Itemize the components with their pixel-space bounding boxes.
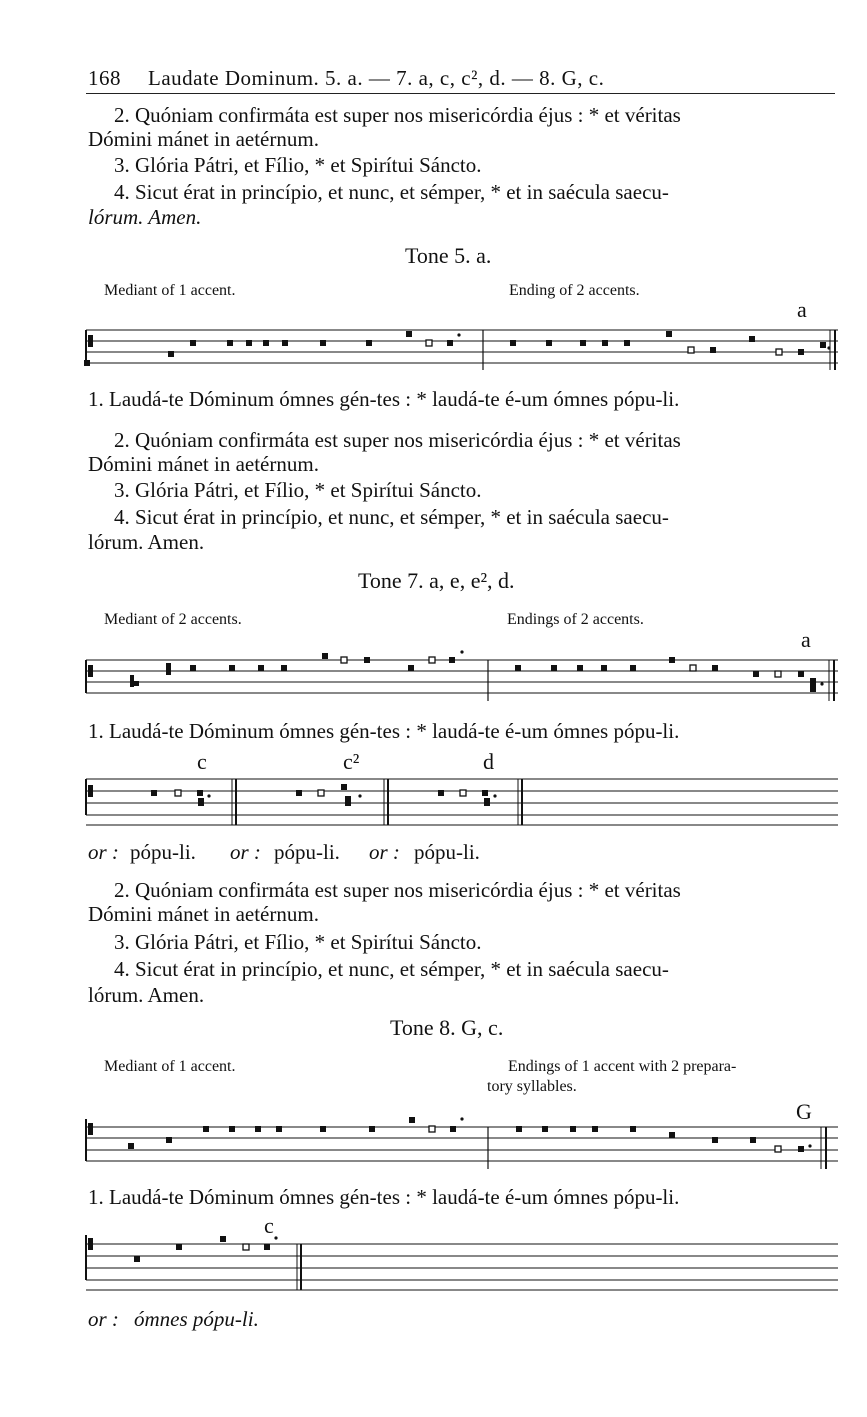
tone-8-alt-staff (86, 1241, 838, 1293)
tone-7-verse-4-line-1: 4. Sicut érat in princípio, et nunc, et sémper, * et in saécula saecu- (114, 957, 669, 981)
tone-8-alt-or: or : (88, 1307, 119, 1331)
tone-8-alt-letter: c (264, 1213, 274, 1238)
tone-7-mediant-label: Mediant of 2 accents. (104, 611, 242, 628)
tone-8-verse-1: 1. Laudá-te Dóminum ómnes gén-tes : * laudá-te é-um ómnes pópu-li. (88, 1185, 680, 1209)
tone-5-mediant-label: Mediant of 1 accent. (104, 282, 236, 299)
tone-7-ending-label: Endings of 2 accents. (507, 611, 644, 628)
tone-7-alt-text-3: pópu-li. (414, 840, 480, 864)
tone-8-alt-text: ómnes pópu-li. (134, 1307, 259, 1331)
tone-7-alt-letter-c2: c² (343, 749, 360, 774)
header-rule (86, 93, 835, 94)
verse-2-line-1: 2. Quóniam confirmáta est super nos misericórdia éjus : * et véritas (114, 103, 681, 127)
tone-8-ending-label-2: tory syllables. (487, 1078, 577, 1095)
tone-5-verse-4-line-2: lórum. Amen. (88, 530, 205, 554)
tone-7-verse-2-line-2: Dómini mánet in aetérnum. (88, 902, 319, 926)
running-title: Laudate Dominum. 5. a. — 7. a, c, c², d. — 8. G, c. (148, 66, 605, 90)
tone-5-verse-1: 1. Laudá-te Dóminum ómnes gén-tes : * laudá-te é-um ómnes pópu-li. (88, 387, 680, 411)
tone-5-title: Tone 5. a. (405, 243, 492, 268)
tone-7-alt-letter-d: d (483, 749, 494, 774)
tone-7-alt-text-2: pópu-li. (274, 840, 340, 864)
tone-8-ending-label-1: Endings of 1 accent with 2 prepara- (508, 1058, 737, 1075)
tone-7-alt-or-1: or : (88, 840, 119, 864)
tone-5-verse-2-line-2: Dómini mánet in aetérnum. (88, 452, 319, 476)
tone-7-alt-or-2: or : (230, 840, 261, 864)
tone-5-verse-3: 3. Glória Pátri, et Fílio, * et Spirítui Sáncto. (114, 478, 482, 502)
tone-8-ending-letter: G (796, 1099, 812, 1124)
tone-7-ending-letter: a (801, 627, 811, 652)
tone-7-alt-text-1: pópu-li. (130, 840, 196, 864)
tone-8-staff (86, 1123, 838, 1173)
verse-3: 3. Glória Pátri, et Fílio, * et Spirítui Sáncto. (114, 153, 482, 177)
verse-4-line-2: lórum. Amen. (88, 205, 202, 229)
tone-5-staff (86, 326, 838, 374)
tone-7-staff (86, 655, 838, 705)
tone-7-alt-or-3: or : (369, 840, 400, 864)
tone-8-mediant-label: Mediant of 1 accent. (104, 1058, 236, 1075)
tone-5-verse-4-line-1: 4. Sicut érat in princípio, et nunc, et sémper, * et in saécula saecu- (114, 505, 669, 529)
verse-4-line-1: 4. Sicut érat in princípio, et nunc, et sémper, * et in saécula saecu- (114, 180, 669, 204)
tone-8-title: Tone 8. G, c. (390, 1015, 504, 1040)
tone-7-verse-2-line-1: 2. Quóniam confirmáta est super nos misericórdia éjus : * et véritas (114, 878, 681, 902)
tone-7-verse-3: 3. Glória Pátri, et Fílio, * et Spirítui Sáncto. (114, 930, 482, 954)
tone-5-ending-label: Ending of 2 accents. (509, 282, 640, 299)
tone-5-ending-letter: a (797, 297, 807, 322)
tone-7-title: Tone 7. a, e, e², d. (358, 568, 515, 593)
tone-7-verse-1: 1. Laudá-te Dóminum ómnes gén-tes : * laudá-te é-um ómnes pópu-li. (88, 719, 680, 743)
tone-7-alt-staff (86, 776, 838, 828)
tone-5-verse-2-line-1: 2. Quóniam confirmáta est super nos misericórdia éjus : * et véritas (114, 428, 681, 452)
tone-7-alt-letter-c: c (197, 749, 207, 774)
page-number: 168 (88, 66, 121, 90)
verse-2-line-2: Dómini mánet in aetérnum. (88, 127, 319, 151)
tone-7-verse-4-line-2: lórum. Amen. (88, 983, 205, 1007)
